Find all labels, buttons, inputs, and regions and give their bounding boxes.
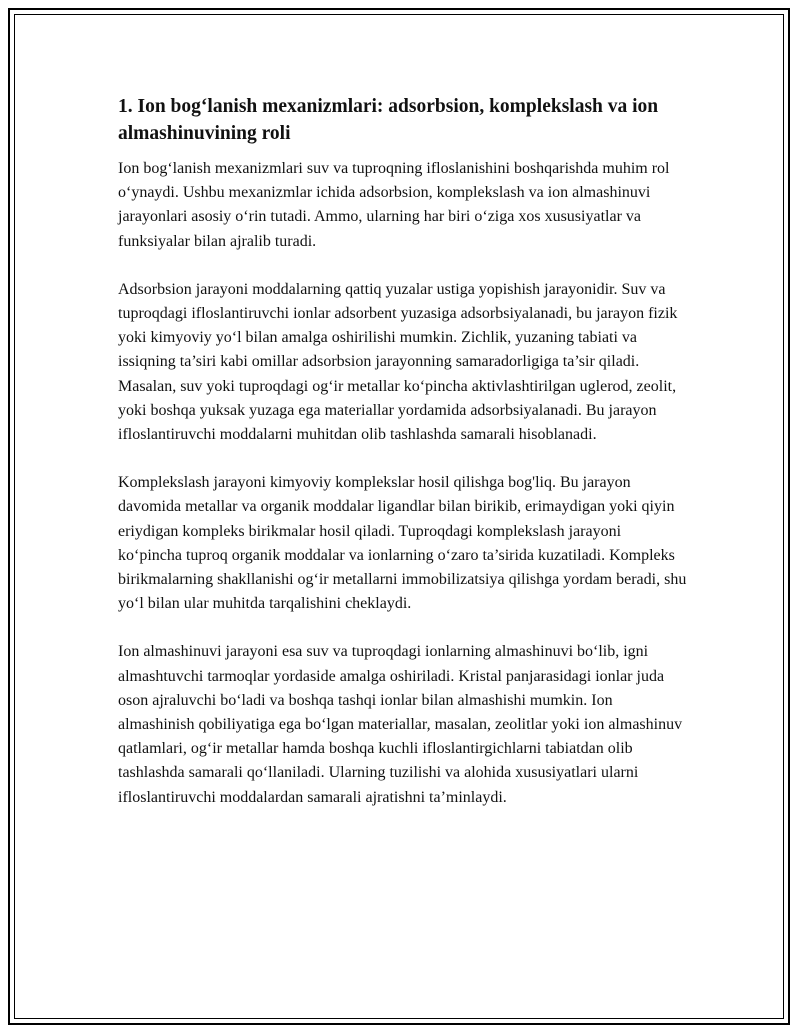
paragraph-adsorbsion: Adsorbsion jarayoni moddalarning qattiq yuzalar ustiga yopishish jarayonidir. Suv va tuproqdagi ifloslantiruvchi ionlar adsorbent yuzasiga adsorbsiyalanadi, bu jarayon fizik yoki kimyoviy yo‘l bilan amalga oshirilishi mumkin. Zichlik, yuzaning tabiati va issiqning ta’siri kabi omillar adsorbsion jarayonning samaradorligiga ta’sir qiladi. Masalan, suv yoki tuproqdagi og‘ir metallar ko‘pincha aktivlashtirilgan uglerod, zeolit, yoki boshqa yuksak yuzaga ega materiallar yordamida adsorbsiyalanadi. Bu jarayon ifloslantiruvchi moddalarni muhitdan olib tashlashda samarali hisoblanadi. xyxy=(118,280,678,444)
section-heading: 1. Ion bog‘lanish mexanizmlari: adsorbsion, komplekslash va ion almashinuvining roli xyxy=(118,96,659,144)
paragraph-komplekslash: Komplekslash jarayoni kimyoviy komplekslar hosil qilishga bog'liq. Bu jarayon davomida metallar va organik moddalar ligandlar bilan birikib, erimaydigan yoki qiyin eriydigan kompleks birikmalar hosil qiladi. Tuproqdagi komplekslash jarayoni ko‘pincha tuproq organik moddalar va ionlarning o‘zaro ta’sirida kuzatiladi. Kompleks birikmalarning shakllanishi og‘ir metallarni immobilizatsiya qilishga yordam beradi, shu yo‘l bilan ular muhitda tarqalishini cheklaydi. xyxy=(118,474,687,613)
paragraph-intro: Ion bog‘lanish mexanizmlari suv va tuproqning ifloslanishini boshqarishda muhim rol o‘ynaydi. Ushbu mexanizmlar ichida adsorbsion, komplekslash va ion almashinuvi jarayonlari asosiy o‘rin tutadi. Ammo, ularning har biri o‘ziga xos xususiyatlar va funksiyalar bilan ajralib turadi. xyxy=(118,160,670,250)
document-body xyxy=(118,93,688,834)
paragraph-ion-almashinuvi: Ion almashinuvi jarayoni esa suv va tuproqdagi ionlarning almashinuvi bo‘lib, igni almashtuvchi tarmoqlar yordaside amalga oshiriladi. Kristal panjarasidagi ionlar juda oson ajraluvchi bo‘ladi va boshqa tashqi ionlar bilan almashishi mumkin. Ion almashinish qobiliyatiga ega bo‘lgan materiallar, masalan, zeolitlar yoki ion almashinuv qatlamlari, og‘ir metallar hamda boshqa kuchli ifloslantirgichlarni tabiatdan olib tashlashda samarali qo‘llaniladi. Ularning tuzilishi va alohida xususiyatlari ularni ifloslantiruvchi moddalardan samarali ajratishni ta’minlaydi. xyxy=(118,643,683,806)
